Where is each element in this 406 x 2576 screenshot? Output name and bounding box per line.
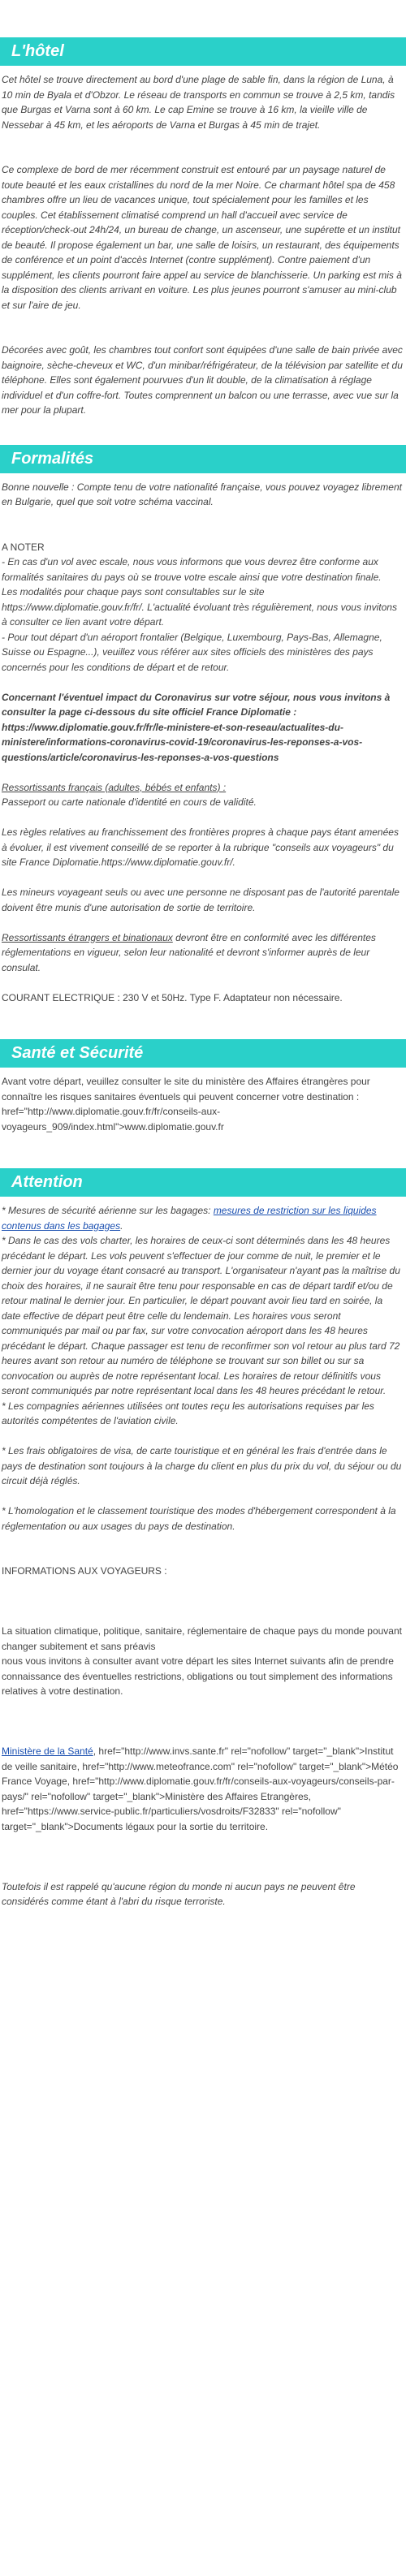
baggage-restrictions-link[interactable]: mesures de restriction sur les liquides contenus dans les bagages	[2, 1205, 377, 1232]
attention-section-header: Attention	[0, 1168, 406, 1197]
attention-baggage	[2, 1203, 403, 1233]
formalites-french-nationals-text: Passeport ou carte nationale d'identité en cours de validité.	[2, 796, 257, 808]
formalites-foreign-nationals-title: Ressortissants étrangers et binationaux	[2, 931, 173, 943]
attention-section-body	[0, 1197, 406, 1909]
hotel-section-body	[0, 66, 406, 418]
formalites-intro: Bonne nouvelle : Compte tenu de votre nationalité française, vous pouvez voyagez librement en Bulgarie, quel que soit votre schéma vaccinal.	[2, 481, 402, 507]
attention-airlines: * Les compagnies aériennes utilisées ont toutes reçu les autorisations requises par les autorités compétentes de l'aviation civile.	[2, 1400, 374, 1426]
attention-baggage-text: * Mesures de sécurité aérienne sur les bagages:	[2, 1205, 214, 1216]
formalites-covid-notice: Concernant l'éventuel impact du Coronavirus sur votre séjour, nous vous invitons à consulter la page ci-dessous du site officiel France Diplomatie : https://www.diplomatie.gouv.fr/fr/le-ministere-et-son-reseau/actualites-du-ministere/informations-coronavirus-covid-19/coronavirus-les-reponses-a-vos-questions/article/coronavirus-les-reponses-a-vos-questions	[2, 691, 391, 763]
hotel-paragraph-rooms: Décorées avec goût, les chambres tout confort sont équipées d'une salle de bain privée avec baignoire, sèche-cheveux et WC, d'un minibar/réfrigérateur, de la télévision par satellite et du téléphone. Elles sont également pourvues d'un lit double, de la climatisation à réglage individuel et d'un coffre-fort. Toutes comprennent un balcon ou une terrasse, avec vue sur la mer pour la plupart.	[2, 344, 403, 416]
formalites-electric-current: COURANT ELECTRIQUE : 230 V et 50Hz. Type F. Adaptateur non nécessaire.	[2, 991, 343, 1003]
formalites-note-sites: Les modalités pour chaque pays sont consultables sur le site https://www.diplomatie.gouv.fr/fr/. L'actualité évoluant très régulièrement, nous vous invitons à consulter ce lien avant votre départ.	[2, 586, 397, 628]
hotel-paragraph-description: Ce complexe de bord de mer récemment construit est entouré par un paysage naturel de toute beauté et les eaux cristallines du nord de la mer Noire. Ce charmant hôtel spa de 458 chambres offre un lieu de vacances unique, tout spécialement pour les familles et les couples. Cet établissement climatisé comprend un hall d'accueil avec service de réception/check-out 24h/24, un bureau de change, un ascenseur, une supérette et un institut de beauté. Il propose également un bar, une salle de loisirs, un restaurant, des équipements de conférence et un point d'accès Internet (contre supplément). Contre paiement d'un supplément, les clients pourront faire appel au service de blanchisserie. Un parking est mis à la disposition des clients arrivant en voiture. Les plus jeunes pourront s'amuser au mini-club et sur l'aire de jeu.	[2, 164, 402, 311]
attention-invite: nous vous invitons à consulter avant votre départ les sites Internet suivants afin de prendre connaissance des éventuelles restrictions, obligations ou tout simplement des informations relatives à votre destination.	[2, 1655, 394, 1697]
formalites-border-rules: Les règles relatives au franchissement des frontières propres à chaque pays étant amenées à évoluer, il est vivement conseillé de se reporter à la rubrique "conseils aux voyageurs" du site France Diplomatie.https://www.diplomatie.gouv.fr/.	[2, 826, 399, 868]
sante-text: Avant votre départ, veuillez consulter le site du ministère des Affaires étrangères pour connaître les risques sanitaires éventuels qui peuvent concerner votre destination : href="http://www.diplomatie.gouv.fr/fr/conseils-aux-voyageurs_909/index.html">www.diplomatie.gouv.fr	[2, 1076, 370, 1133]
attention-charter: * Dans le cas des vols charter, les horaires de ceux-ci sont déterminés dans les 48 heures précédant le départ. Les vols peuvent s'effectuer de jour comme de nuit, le premier et le dernier jour du voyage étant consacré au transport. L'organisateur n'ayant pas la maîtrise du choix des horaires, il ne saurait être tenu pour responsable en cas de départ tardif et/ou de retour matinal le dernier jour. En particulier, le départ pouvant avoir lieu tard en soirée, la date effective de départ peut être celle du lendemain. Les horaires vous seront communiqués par mail ou par fax, sur votre convocation aéroport dans les 48 heures précédant le départ. Chaque passager est tenu de reconfirmer son vol retour au plus tard 72 heures avant son retour au numéro de téléphone se trouvant sur son billet ou sur sa convocation ou auprès de notre représentant local. Les horaires de retour définitifs vous seront communiqués par notre représentant local dans les 48 heures précédant le retour.	[2, 1235, 400, 1396]
sante-section-header: Santé et Sécurité	[0, 1039, 406, 1068]
attention-baggage-suffix: .	[120, 1219, 123, 1232]
attention-final: Toutefois il est rappelé qu'aucune région du monde ni aucun pays ne peuvent être considérés comme étant à l'abri du risque terroriste.	[2, 1880, 356, 1907]
formalites-minors: Les mineurs voyageant seuls ou avec une personne ne disposant pas de l'autorité parentale doivent être munis d'une autorisation de sortie de territoire.	[2, 887, 400, 913]
attention-info-title: INFORMATIONS AUX VOYAGEURS :	[2, 1565, 167, 1577]
sante-section	[0, 1005, 406, 1134]
formalites-section	[0, 418, 406, 1006]
formalites-foreign-nationals	[2, 930, 403, 976]
hotel-paragraph-location: Cet hôtel se trouve directement au bord d'une plage de sable fin, dans la région de Luna, à 10 min de Byala et d'Obzor. Le réseau de transports en commun se trouve à 2,5 km, tandis que Burgas et Varna sont à 60 km. Le cap Emine se trouve à 16 km, la vieille ville de Nessebar à 45 km, et les aéroports de Varna et Burgas à 45 min de trajet.	[2, 74, 395, 131]
hotel-section	[0, 0, 406, 418]
attention-situation: La situation climatique, politique, sanitaire, réglementaire de chaque pays du monde pouvant changer subitement et sans préavis	[2, 1625, 402, 1652]
attention-links	[2, 1744, 403, 1834]
formalites-section-header: Formalités	[0, 445, 406, 473]
formalites-note-stopover: - En cas d'un vol avec escale, nous vous informons que vous devrez être conforme aux formalités sanitaires du pays où se trouve votre escale ainsi que votre destination finale.	[2, 556, 382, 583]
attention-section	[0, 1134, 406, 1909]
attention-links-text: , href="http://www.invs.sante.fr" rel="nofollow" target="_blank">Institut de veille sanitaire, href="http://www.meteofrance.com" rel="nofollow" target="_blank">Météo France Voyage, href="http://www.diplomatie.gouv.fr/fr/conseils-aux-voyageurs/conseils-par-pays/" rel="nofollow" target="_blank">Ministère des Affaires Etrangères, href="https://www.service-public.fr/particuliers/vosdroits/F32833" rel="nofollow" target="_blank">Documents légaux pour la sortie du territoire.	[2, 1745, 399, 1832]
formalites-foreign-nationals-text: devront être en conformité avec les différentes réglementations en vigueur, selon leur nationalité et devront s'informer auprès de leur consulat.	[2, 931, 376, 973]
hotel-section-header: L'hôtel	[0, 37, 406, 66]
attention-homologation: * L'homologation et le classement touristique des modes d'hébergement correspondent à la réglementation ou aux usages du pays de destination.	[2, 1505, 396, 1532]
ministry-health-link[interactable]: Ministère de la Santé	[2, 1745, 93, 1757]
sante-section-body	[0, 1068, 406, 1134]
formalites-section-body	[0, 473, 406, 1006]
formalites-note-title: A NOTER	[2, 541, 45, 553]
attention-fees: * Les frais obligatoires de visa, de carte touristique et en général les frais d'entrée dans le pays de destination sont toujours à la charge du client en plus du prix du vol, du séjour ou du circuit déjà réglés.	[2, 1445, 402, 1486]
formalites-french-nationals-title: Ressortissants français (adultes, bébés et enfants) :	[2, 781, 227, 793]
formalites-note-border-airports: - Pour tout départ d'un aéroport frontalier (Belgique, Luxembourg, Pays-Bas, Allemagne, Suisse ou Espagne...), veuillez vous référer aux sites officiels des ministères des pays concernés pour les conditions de départ et de retour.	[2, 631, 382, 673]
